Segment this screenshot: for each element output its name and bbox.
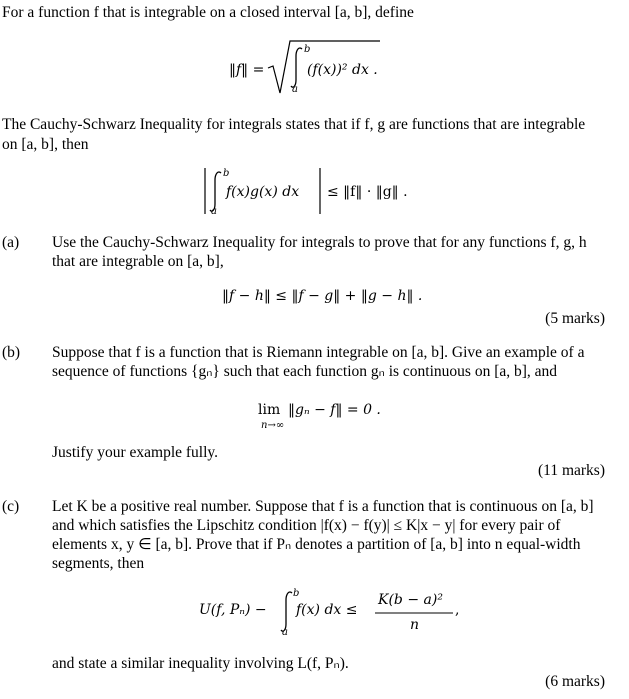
norm-integrand: (f(x))² dx .: [307, 62, 378, 78]
part-c-line4: segments, then: [52, 555, 145, 572]
cauchy-integrand: f(x)g(x) dx: [226, 184, 300, 200]
part-c-marks: (6 marks): [545, 673, 605, 690]
upper-limit: b: [223, 168, 230, 179]
fraction-denominator: n: [410, 617, 420, 633]
part-a-marks: (5 marks): [545, 310, 605, 327]
fraction-bar: [375, 612, 455, 614]
part-b-label: (b): [2, 344, 21, 361]
intro-text: For a function f that is integrable on a closed interval [a, b], define: [2, 4, 414, 21]
lower-limit: a: [211, 206, 217, 217]
cauchy-rhs: ≤ ‖f‖ · ‖g‖ .: [327, 184, 408, 200]
abs-bar-right: [318, 168, 326, 214]
lim-word: lim: [258, 402, 281, 418]
part-c-lhs: U(f, Pₙ) −: [199, 602, 267, 618]
lower-limit: a: [282, 627, 288, 638]
part-b-line1: Suppose that f is a function that is Riemann integrable on [a, b]. Give an example of a: [52, 344, 585, 361]
part-c-line3: elements x, y ∈ [a, b]. Prove that if Pₙ denotes a partition of [a, b] into n equal-width: [52, 536, 581, 553]
part-c-integrand: f(x) dx ≤: [296, 602, 358, 618]
part-b-line2: sequence of functions {gₙ} such that each function gₙ is continuous on [a, b], and: [52, 363, 558, 380]
lower-limit: a: [292, 84, 298, 95]
part-a-equation: ‖f − h‖ ≤ ‖f − g‖ + ‖g − h‖ .: [222, 288, 423, 304]
part-a-label: (a): [2, 234, 20, 251]
part-c-label: (c): [2, 498, 20, 515]
part-a-line2: that are integrable on [a, b],: [52, 253, 224, 270]
norm-lhs: ‖f‖ =: [229, 62, 265, 78]
cauchy-line1: The Cauchy-Schwarz Inequality for integrals states that if f, g are functions that are integrable: [2, 116, 586, 133]
part-c-line1: Let K be a positive real number. Suppose that f is a function that is continuous on [a, b]: [52, 498, 594, 515]
part-b-equation: ‖gₙ − f‖ = 0 .: [288, 402, 381, 418]
cauchy-line2: on [a, b], then: [2, 136, 89, 153]
upper-limit: b: [293, 588, 300, 599]
upper-limit: b: [304, 44, 311, 55]
lim-subscript: n→∞: [261, 420, 285, 431]
part-b-marks: (11 marks): [537, 462, 605, 479]
part-b-justify: Justify your example fully.: [52, 444, 219, 461]
fraction-comma: ,: [455, 602, 460, 618]
part-a-line1: Use the Cauchy-Schwarz Inequality for integrals to prove that for any functions f, g, h: [52, 234, 587, 251]
fraction-numerator: K(b − a)²: [378, 592, 443, 608]
part-c-line2: and which satisfies the Lipschitz condition |f(x) − f(y)| ≤ K|x − y| for every pair of: [52, 517, 561, 534]
part-c-line5: and state a similar inequality involving L(f, Pₙ).: [52, 655, 349, 672]
